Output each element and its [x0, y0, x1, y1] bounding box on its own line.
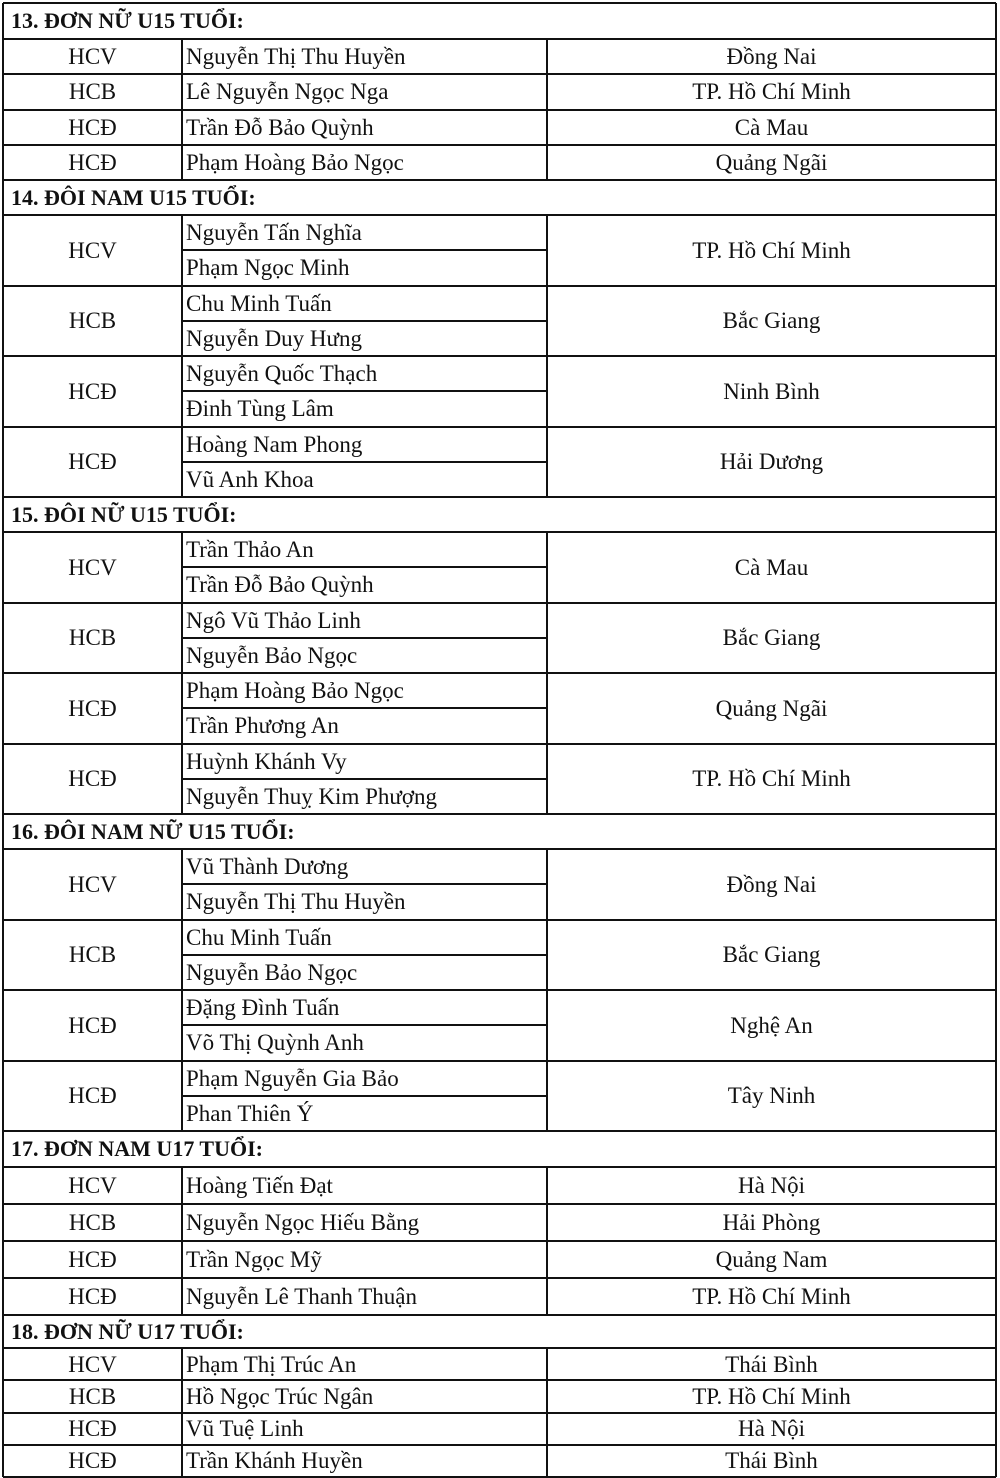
athlete-name: Trần Khánh Huyền: [186, 1448, 363, 1474]
column-divider: [181, 603, 183, 674]
column-divider: [546, 744, 548, 815]
column-divider: [995, 497, 997, 814]
province-name: Thái Bình: [725, 1448, 818, 1474]
athlete-name: Trần Phương An: [186, 713, 339, 739]
medal-label: HCB: [68, 308, 117, 334]
medal-label: HCĐ: [68, 1083, 117, 1109]
province-name: Bắc Giang: [722, 625, 821, 651]
athlete-name: Hoàng Nam Phong: [186, 431, 363, 457]
column-divider: [2, 814, 4, 1131]
column-divider: [181, 1380, 183, 1412]
athlete-name: Nguyễn Thị Thu Huyền: [186, 889, 406, 915]
medal-label: HCB: [68, 625, 117, 651]
column-divider: [546, 1204, 548, 1241]
province-name: TP. Hồ Chí Minh: [692, 1284, 851, 1309]
medal-label: HCV: [68, 554, 117, 580]
medal-label: HCĐ: [68, 695, 117, 721]
column-divider: [181, 532, 183, 603]
column-divider: [546, 990, 548, 1061]
column-divider: [546, 1445, 548, 1477]
athlete-name: Phạm Nguyễn Gia Bảo: [186, 1065, 399, 1091]
province-name: Tây Ninh: [727, 1083, 816, 1109]
column-divider: [181, 1348, 183, 1380]
column-divider: [181, 849, 183, 920]
column-divider: [546, 39, 548, 74]
column-divider: [181, 1167, 183, 1204]
province-name: Quảng Nam: [715, 1247, 828, 1272]
column-divider: [2, 497, 4, 814]
column-divider: [181, 1413, 183, 1445]
province-name: Đồng Nai: [726, 871, 817, 897]
province-name: TP. Hồ Chí Minh: [692, 79, 851, 105]
medal-label: HCĐ: [68, 114, 117, 140]
column-divider: [546, 1167, 548, 1204]
medal-label: HCĐ: [68, 449, 117, 475]
medal-label: HCĐ: [68, 766, 117, 792]
province-name: TP. Hồ Chí Minh: [692, 1383, 851, 1409]
province-name: Cà Mau: [734, 554, 809, 580]
column-divider: [181, 673, 183, 744]
column-divider: [546, 1348, 548, 1380]
athlete-name: Hoàng Tiến Đạt: [186, 1173, 333, 1198]
athlete-name: Nguyễn Ngọc Hiếu Bằng: [186, 1210, 420, 1235]
column-divider: [546, 356, 548, 427]
athlete-name: Huỳnh Khánh Vy: [186, 748, 347, 774]
column-divider: [546, 110, 548, 145]
athlete-name: Chu Minh Tuấn: [186, 924, 332, 950]
column-divider: [546, 603, 548, 674]
athlete-name: Vũ Tuệ Linh: [186, 1416, 304, 1442]
column-divider: [546, 920, 548, 991]
column-divider: [2, 3, 4, 180]
medal-label: HCB: [68, 79, 117, 105]
column-divider: [2, 1315, 4, 1477]
column-divider: [181, 39, 183, 74]
column-divider: [546, 1413, 548, 1445]
athlete-name: Nguyễn Bảo Ngọc: [186, 642, 358, 668]
column-divider: [995, 1315, 997, 1477]
athlete-name: Đinh Tùng Lâm: [186, 396, 334, 422]
province-name: Bắc Giang: [722, 942, 821, 968]
province-name: Cà Mau: [734, 114, 809, 140]
province-name: Hà Nội: [737, 1416, 806, 1442]
column-divider: [546, 849, 548, 920]
column-divider: [181, 744, 183, 815]
column-divider: [546, 74, 548, 109]
column-divider: [546, 1061, 548, 1132]
section-title: 13. ĐƠN NỮ U15 TUỔI:: [11, 8, 244, 33]
medal-label: HCĐ: [68, 149, 117, 175]
medal-label: HCV: [68, 1173, 117, 1198]
medal-label: HCĐ: [68, 1247, 117, 1272]
column-divider: [2, 180, 4, 497]
athlete-name: Vũ Thành Dương: [186, 854, 349, 880]
medal-label: HCV: [68, 44, 117, 70]
athlete-name: Nguyễn Tấn Nghĩa: [186, 220, 362, 246]
athlete-name: Phan Thiên Ý: [186, 1100, 314, 1126]
province-name: TP. Hồ Chí Minh: [692, 766, 851, 792]
athlete-name: Nguyễn Quốc Thạch: [186, 361, 378, 387]
column-divider: [546, 1241, 548, 1278]
athlete-name: Võ Thị Quỳnh Anh: [186, 1030, 364, 1056]
column-divider: [181, 990, 183, 1061]
athlete-name: Phạm Hoàng Bảo Ngọc: [186, 149, 404, 175]
section-title: 16. ĐÔI NAM NỮ U15 TUỔI:: [11, 818, 295, 844]
athlete-name: Trần Ngọc Mỹ: [186, 1247, 322, 1272]
province-name: Quảng Ngãi: [715, 695, 828, 721]
column-divider: [546, 215, 548, 286]
column-divider: [181, 1278, 183, 1315]
column-divider: [995, 814, 997, 1131]
athlete-name: Phạm Thị Trúc An: [186, 1351, 357, 1377]
column-divider: [181, 1204, 183, 1241]
athlete-name: Hồ Ngọc Trúc Ngân: [186, 1383, 374, 1409]
athlete-name: Trần Đỗ Bảo Quỳnh: [186, 572, 374, 598]
province-name: Hải Dương: [719, 449, 824, 475]
athlete-name: Nguyễn Bảo Ngọc: [186, 959, 358, 985]
column-divider: [181, 145, 183, 180]
section-title: 14. ĐÔI NAM U15 TUỔI:: [11, 184, 256, 210]
column-divider: [181, 1445, 183, 1477]
medal-label: HCB: [68, 942, 117, 968]
province-name: Hải Phòng: [722, 1210, 821, 1235]
medal-label: HCĐ: [68, 1012, 117, 1038]
column-divider: [181, 74, 183, 109]
medal-label: HCB: [68, 1383, 117, 1409]
column-divider: [546, 673, 548, 744]
column-divider: [546, 532, 548, 603]
province-name: Đồng Nai: [726, 44, 817, 70]
column-divider: [181, 920, 183, 991]
athlete-name: Nguyễn Lê Thanh Thuận: [186, 1284, 418, 1309]
athlete-name: Vũ Anh Khoa: [186, 466, 314, 492]
province-name: Nghệ An: [730, 1012, 813, 1038]
column-divider: [995, 180, 997, 497]
athlete-name: Trần Thảo An: [186, 537, 314, 563]
column-divider: [181, 215, 183, 286]
column-divider: [181, 1241, 183, 1278]
column-divider: [2, 1131, 4, 1315]
column-divider: [181, 110, 183, 145]
column-divider: [181, 1061, 183, 1132]
athlete-name: Nguyễn Duy Hưng: [186, 325, 363, 351]
column-divider: [995, 3, 997, 180]
athlete-name: Trần Đỗ Bảo Quỳnh: [186, 114, 374, 140]
athlete-name: Phạm Ngọc Minh: [186, 255, 350, 281]
medal-label: HCV: [68, 871, 117, 897]
athlete-name: Lê Nguyễn Ngọc Nga: [186, 79, 389, 105]
province-name: Thái Bình: [725, 1351, 818, 1377]
column-divider: [546, 427, 548, 498]
province-name: Ninh Bình: [723, 378, 820, 404]
athlete-name: Nguyễn Thuỵ Kim Phượng: [186, 783, 438, 809]
medal-label: HCĐ: [68, 1448, 117, 1474]
column-divider: [546, 1278, 548, 1315]
province-name: Bắc Giang: [722, 308, 821, 334]
medal-label: HCV: [68, 1351, 117, 1377]
section-title: 17. ĐƠN NAM U17 TUỔI:: [11, 1136, 263, 1161]
section-title: 18. ĐƠN NỮ U17 TUỔI:: [11, 1318, 244, 1344]
column-divider: [995, 1131, 997, 1315]
column-divider: [181, 356, 183, 427]
medal-label: HCĐ: [68, 1284, 117, 1309]
athlete-name: Chu Minh Tuấn: [186, 290, 332, 316]
province-name: Quảng Ngãi: [715, 149, 828, 175]
section-title: 15. ĐÔI NỮ U15 TUỔI:: [11, 501, 237, 527]
athlete-name: Phạm Hoàng Bảo Ngọc: [186, 678, 404, 704]
athlete-name: Đặng Đình Tuấn: [186, 995, 340, 1021]
province-name: TP. Hồ Chí Minh: [692, 237, 851, 263]
column-divider: [546, 286, 548, 357]
medal-label: HCĐ: [68, 1416, 117, 1442]
column-divider: [181, 286, 183, 357]
medal-label: HCV: [68, 237, 117, 263]
athlete-name: Ngô Vũ Thảo Linh: [186, 607, 361, 633]
column-divider: [546, 1380, 548, 1412]
athlete-name: Nguyễn Thị Thu Huyền: [186, 44, 406, 70]
medal-label: HCĐ: [68, 378, 117, 404]
province-name: Hà Nội: [737, 1173, 806, 1198]
medal-label: HCB: [68, 1210, 117, 1235]
column-divider: [181, 427, 183, 498]
column-divider: [546, 145, 548, 180]
